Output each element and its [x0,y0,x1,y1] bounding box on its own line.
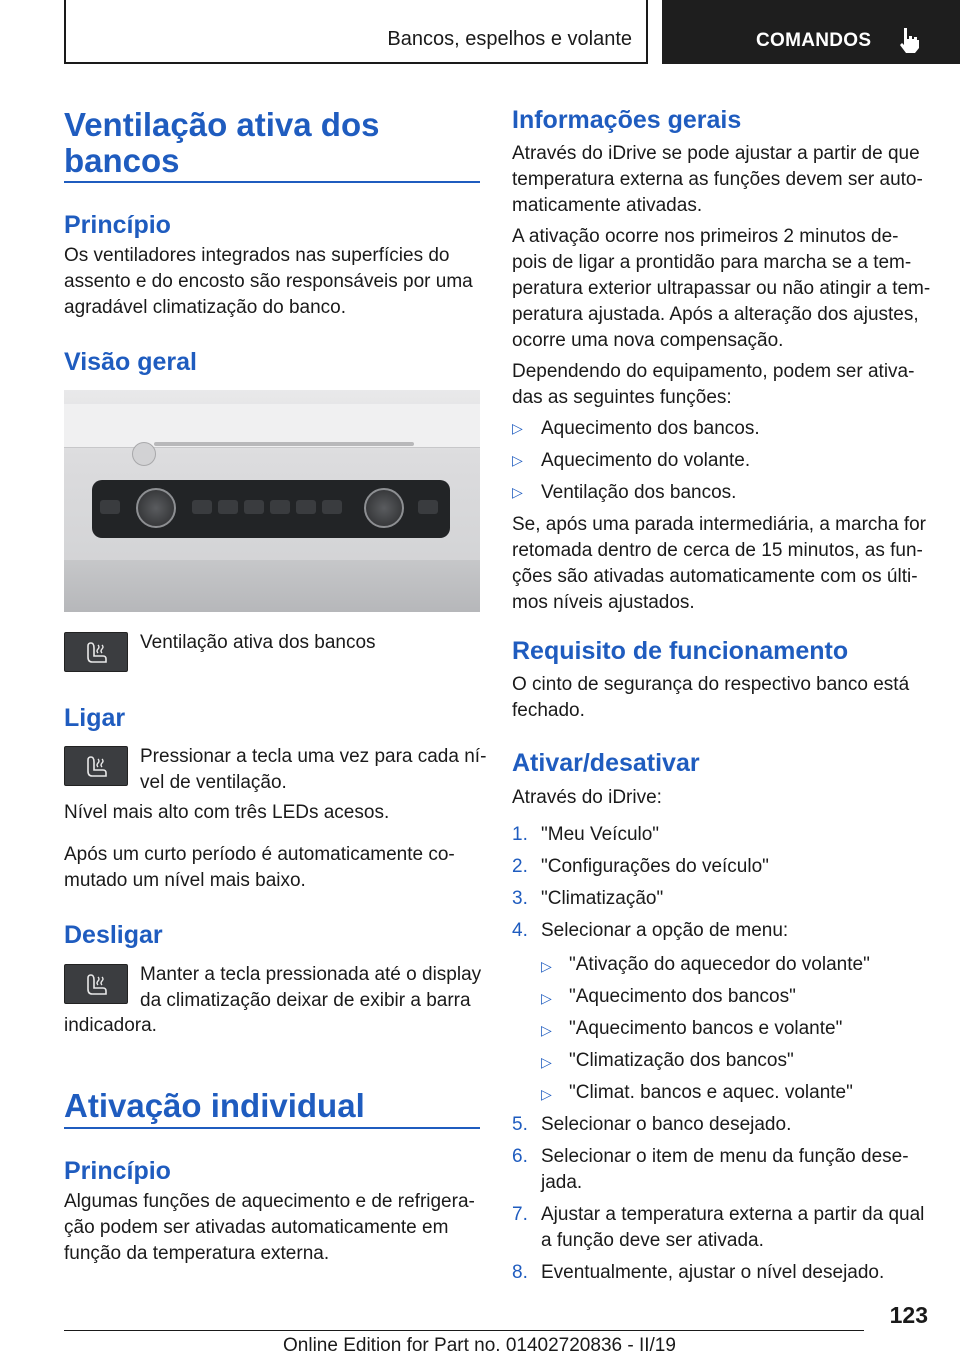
requirement-heading: Requisito de funcionamento [512,637,849,665]
climate-control-panel [92,480,450,538]
general-text-3: maticamente ativadas. [512,195,703,216]
principle-text-2: assento e do encosto são responsáveis por uma [64,271,473,292]
panel-button [270,500,290,514]
step-text: Ajustar a temperatura externa a partir da qual [541,1204,925,1225]
cd-slot [154,442,414,446]
general-text-10: das as seguintes funções: [512,387,732,408]
seat-ventilation-icon [83,639,111,667]
bullet-triangle-icon: ▷ [512,452,523,468]
step-text: "Climatização" [541,888,664,909]
step-number: 2. [512,856,528,877]
title-rule [64,181,480,183]
panel-button [192,500,212,514]
on-text-3: Nível mais alto com três LEDs acesos. [64,802,390,823]
footer-edition: Online Edition for Part no. 01402720836 - II/19 [283,1335,676,1356]
step-text: a função deve ser ativada. [541,1230,764,1251]
step-number: 8. [512,1262,528,1283]
header-chapter-tab [662,0,960,64]
step-text: "Meu Veículo" [541,824,660,845]
overview-heading: Visão geral [64,348,197,376]
general-text-14: mos níveis ajustados. [512,592,695,613]
general-text-5: pois de ligar a prontidão para marcha se a tem- [512,252,912,273]
step-text: Eventualmente, ajustar o nível desejado. [541,1262,885,1283]
panel-button [322,500,342,514]
left-temp-knob [136,488,176,528]
bullet-triangle-icon: ▷ [541,990,552,1006]
step-number: 5. [512,1114,528,1135]
principle2-text-2: ção podem ser ativadas automaticamente em [64,1217,449,1238]
substep-item: "Aquecimento bancos e volante" [569,1018,843,1039]
individual-activation-title: Ativação individual [64,1087,365,1124]
header-section-title: Bancos, espelhos e volante [387,28,632,50]
general-text-7: peratura ajustada. Após a alteração dos ajustes, [512,304,919,325]
off-text-1: Manter a tecla pressionada até o display [140,964,482,985]
step-number: 4. [512,920,528,941]
principle2-text-1: Algumas funções de aquecimento e de refrigera- [64,1191,475,1212]
seat-ventilation-icon [64,632,128,672]
substep-item: "Climat. bancos e aquec. volante" [569,1082,853,1103]
step-text: jada. [541,1172,583,1193]
requirement-text-2: fechado. [512,700,585,721]
general-text-13: ções são ativadas automaticamente com os últi- [512,566,918,587]
bullet-triangle-icon: ▷ [512,420,523,436]
off-text-2: da climatização deixar de exibir a barra [140,990,471,1011]
bullet-triangle-icon: ▷ [541,1054,552,1070]
page-number: 123 [889,1302,928,1328]
panel-button [100,500,120,514]
on-text-1: Pressionar a tecla uma vez para cada ní- [140,746,487,767]
bullet-item: Aquecimento do volante. [541,450,751,471]
principle-text-3: agradável climatização do banco. [64,297,347,318]
panel-button [418,500,438,514]
general-info-heading: Informações gerais [512,106,742,134]
step-number: 1. [512,824,528,845]
general-text-12: retomada dentro de cerca de 15 minutos, as fun- [512,540,923,561]
toggle-heading: Ativar/desativar [512,749,700,777]
figure-caption: Ventilação ativa dos bancos [140,632,376,653]
hand-pointer-icon [896,26,922,54]
chapter-title-line-2: bancos [64,142,180,179]
individual-title-rule [64,1127,480,1129]
panel-button [218,500,238,514]
bullet-triangle-icon: ▷ [541,958,552,974]
off-text-3: indicadora. [64,1015,157,1036]
step-text: Selecionar o banco desejado. [541,1114,792,1135]
seat-ventilation-icon [83,971,111,999]
step-text: Selecionar o item de menu da função dese- [541,1146,909,1167]
substep-item: "Ativação do aquecedor do volante" [569,954,870,975]
climate-panel-photo [64,390,480,612]
bullet-triangle-icon: ▷ [541,1086,552,1102]
bullet-item: Ventilação dos bancos. [541,482,737,503]
step-text: Selecionar a opção de menu: [541,920,789,941]
step-text: "Configurações do veículo" [541,856,769,877]
principle-text-1: Os ventiladores integrados nas superfícies do [64,245,450,266]
seat-ventilation-icon [83,753,111,781]
volume-knob [132,442,156,466]
step-number: 6. [512,1146,528,1167]
general-text-8: ocorre uma nova compensação. [512,330,784,351]
on-text-5: mutado um nível mais baixo. [64,870,306,891]
general-text-4: A ativação ocorre nos primeiros 2 minutos de- [512,226,899,247]
general-text-11: Se, após uma parada intermediária, a marcha for [512,514,926,535]
general-text-1: Através do iDrive se pode ajustar a partir de que [512,143,920,164]
chapter-title-line-1: Ventilação ativa dos [64,106,380,143]
seat-ventilation-icon [64,964,128,1004]
substep-item: "Climatização dos bancos" [569,1050,794,1071]
step-number: 3. [512,888,528,909]
lower-console [64,560,480,612]
footer-rule [64,1330,864,1331]
general-text-2: temperatura externa as funções devem ser auto- [512,169,923,190]
bullet-triangle-icon: ▷ [541,1022,552,1038]
principle2-text-3: função da temperatura externa. [64,1243,330,1264]
seat-ventilation-icon [64,746,128,786]
on-text-2: vel de ventilação. [140,772,287,793]
substep-item: "Aquecimento dos bancos" [569,986,796,1007]
principle-heading: Princípio [64,211,171,239]
panel-button [244,500,264,514]
on-text-4: Após um curto período é automaticamente co- [64,844,455,865]
off-heading: Desligar [64,921,163,949]
step-number: 7. [512,1204,528,1225]
right-temp-knob [364,488,404,528]
bullet-triangle-icon: ▷ [512,484,523,500]
header-section-box [64,0,648,64]
on-heading: Ligar [64,704,126,732]
general-text-6: peratura exterior ultrapassar ou não atingir a tem- [512,278,931,299]
panel-button [296,500,316,514]
principle2-heading: Princípio [64,1157,171,1185]
general-text-9: Dependendo do equipamento, podem ser ativa- [512,361,915,382]
toggle-text: Através do iDrive: [512,787,662,808]
requirement-text-1: O cinto de segurança do respectivo banco está [512,674,910,695]
header-chapter-title: COMANDOS [756,30,872,51]
bullet-item: Aquecimento dos bancos. [541,418,760,439]
